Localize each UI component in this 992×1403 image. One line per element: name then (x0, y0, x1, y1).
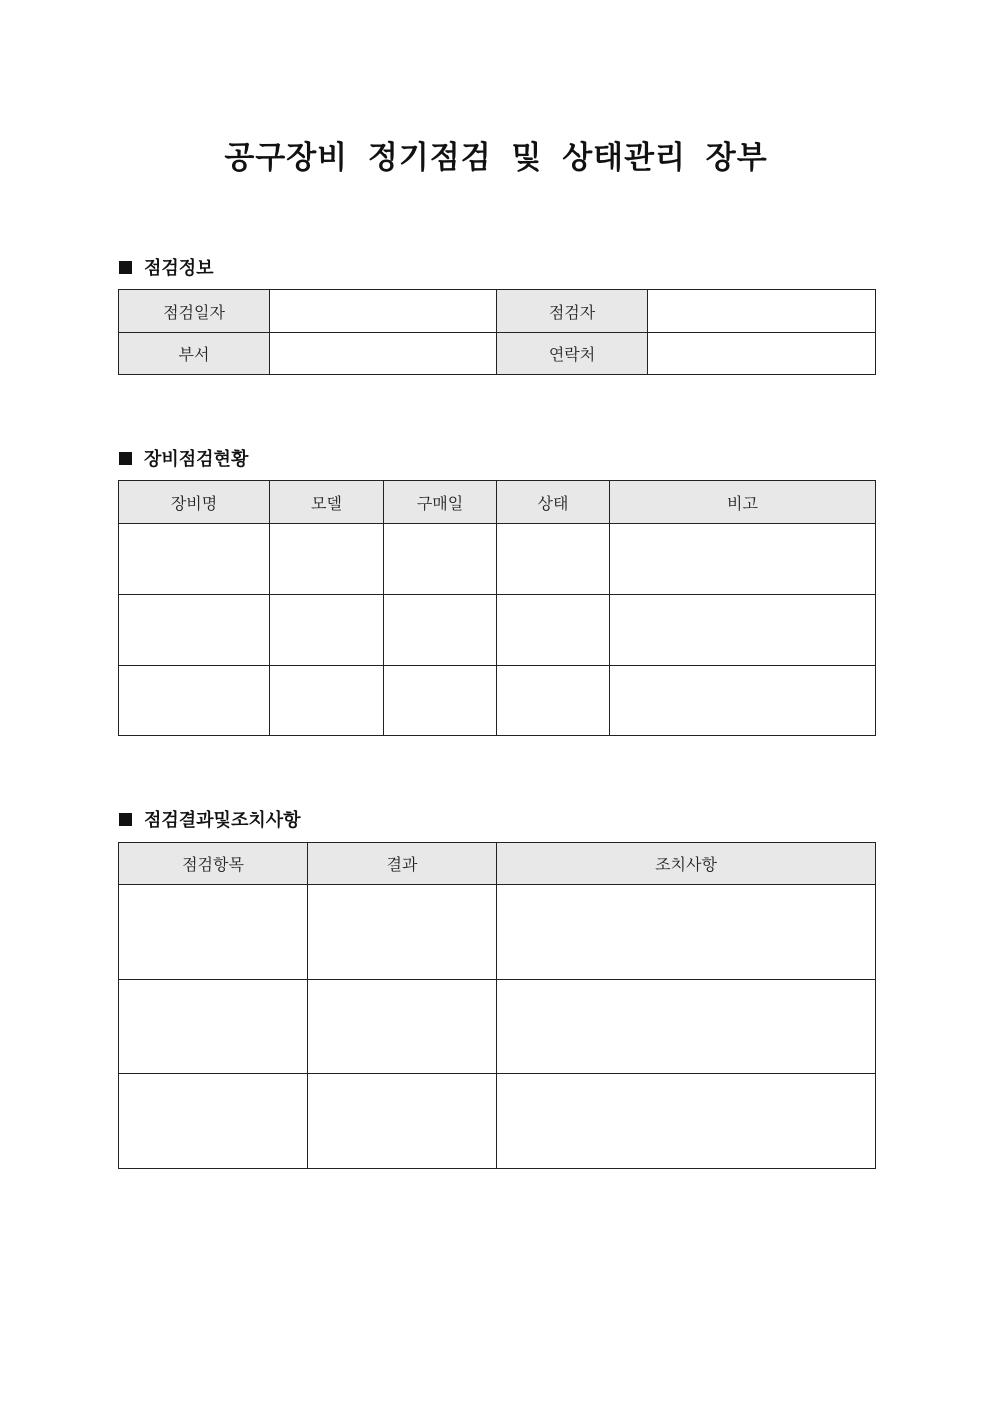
purchase-date-cell[interactable] (384, 595, 497, 666)
equipment-name-cell[interactable] (119, 524, 270, 595)
purchase-date-cell[interactable] (384, 666, 497, 736)
column-header-remarks: 비고 (610, 481, 876, 524)
inspection-item-cell[interactable] (119, 1074, 308, 1169)
department-label: 부서 (119, 333, 270, 375)
department-field[interactable] (270, 333, 497, 375)
inspector-label: 점검자 (497, 290, 648, 333)
table-row (119, 595, 876, 666)
column-header-purchase-date: 구매일 (384, 481, 497, 524)
table-row (119, 980, 876, 1074)
inspection-item-cell[interactable] (119, 885, 308, 980)
square-bullet-icon (119, 261, 132, 274)
square-bullet-icon (119, 452, 132, 465)
remarks-cell[interactable] (610, 595, 876, 666)
page-title: 공구장비 정기점검 및 상태관리 장부 (224, 140, 768, 176)
column-header-model: 모델 (270, 481, 384, 524)
section-title: 점검결과및조치사항 (144, 810, 301, 831)
table-row (119, 666, 876, 736)
results-actions-table (118, 842, 876, 1169)
equipment-name-cell[interactable] (119, 595, 270, 666)
table-header-row (119, 843, 876, 885)
remarks-cell[interactable] (610, 524, 876, 595)
status-cell[interactable] (497, 595, 610, 666)
contact-field[interactable] (648, 333, 876, 375)
equipment-name-cell[interactable] (119, 666, 270, 736)
table-row (119, 524, 876, 595)
action-cell[interactable] (497, 1074, 876, 1169)
column-header-result: 결과 (308, 843, 497, 885)
equipment-status-table (118, 480, 876, 736)
column-header-status: 상태 (497, 481, 610, 524)
section-title: 점검정보 (144, 258, 214, 279)
table-row (119, 1074, 876, 1169)
section-heading-equipment-status (119, 445, 248, 471)
section-heading-inspection-info (119, 254, 214, 280)
action-cell[interactable] (497, 885, 876, 980)
result-cell[interactable] (308, 1074, 497, 1169)
model-cell[interactable] (270, 595, 384, 666)
remarks-cell[interactable] (610, 666, 876, 736)
inspection-info-table (118, 289, 876, 375)
inspection-item-cell[interactable] (119, 980, 308, 1074)
result-cell[interactable] (308, 980, 497, 1074)
table-row (119, 885, 876, 980)
model-cell[interactable] (270, 524, 384, 595)
status-cell[interactable] (497, 524, 610, 595)
column-header-equipment-name: 장비명 (119, 481, 270, 524)
table-row (119, 290, 876, 333)
status-cell[interactable] (497, 666, 610, 736)
result-cell[interactable] (308, 885, 497, 980)
contact-label: 연락처 (497, 333, 648, 375)
section-title: 장비점검현황 (144, 449, 249, 470)
column-header-action: 조치사항 (497, 843, 876, 885)
column-header-inspection-item: 점검항목 (119, 843, 308, 885)
inspection-date-field[interactable] (270, 290, 497, 333)
model-cell[interactable] (270, 666, 384, 736)
table-row (119, 333, 876, 375)
inspector-field[interactable] (648, 290, 876, 333)
table-header-row (119, 481, 876, 524)
square-bullet-icon (119, 813, 132, 826)
inspection-date-label: 점검일자 (119, 290, 270, 333)
action-cell[interactable] (497, 980, 876, 1074)
purchase-date-cell[interactable] (384, 524, 497, 595)
section-heading-results-actions (119, 806, 301, 832)
